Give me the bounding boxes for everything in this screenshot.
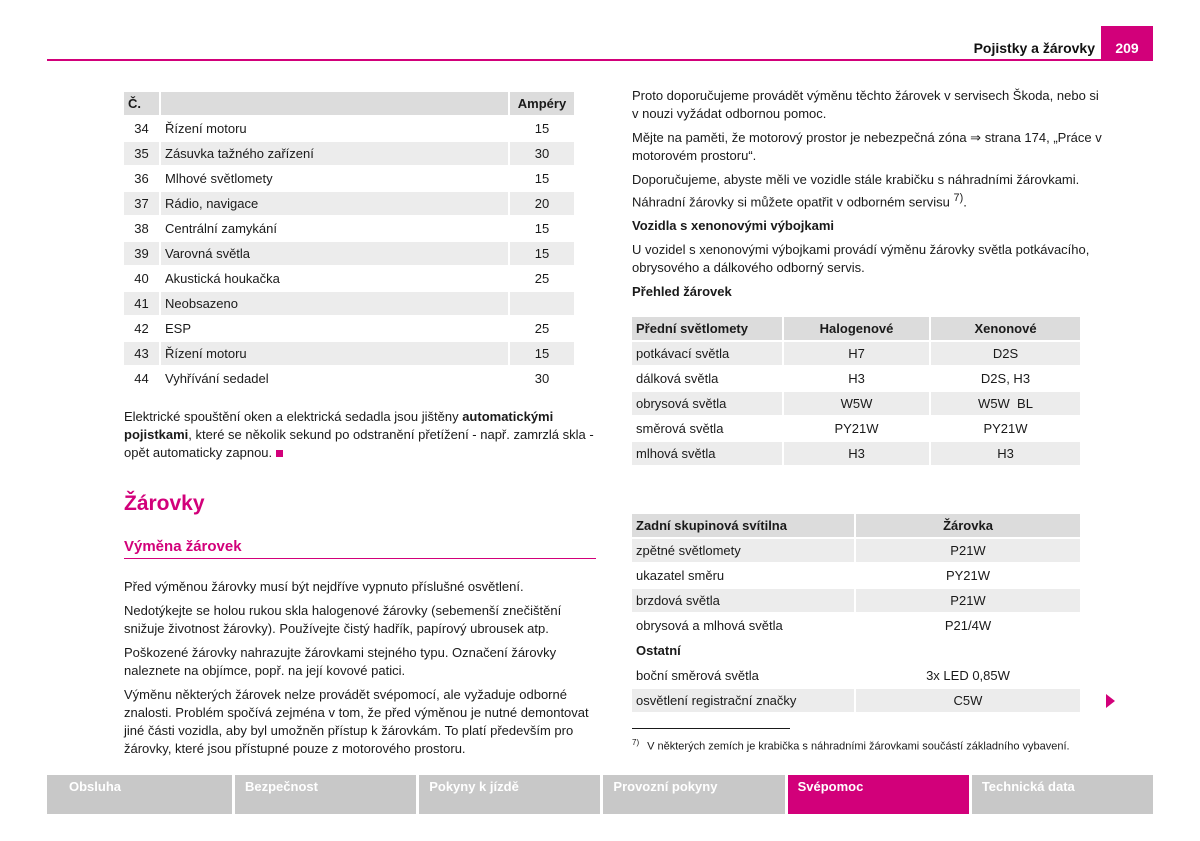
subtitle-underline: [124, 558, 596, 559]
paragraph: [632, 171, 1102, 211]
fuse-number: 36: [124, 167, 159, 190]
paragraph: Poškozené žárovky nahrazujte žárovkami stejného typu. Označení žárovky naleznete na objímce, popř. na její kovové patici.: [124, 645, 557, 678]
fuse-name: Varovná světla: [161, 242, 508, 265]
other-heading: Ostatní: [632, 639, 854, 662]
bulb-type: P21W: [856, 589, 1080, 612]
text-fragment: , které se několik sekund po odstranění přetížení - např. zamrzlá skla - opět automaticky zapnou.: [124, 427, 594, 460]
fuse-col-amperes: Ampéry: [510, 92, 574, 115]
table-row: [632, 689, 1080, 712]
table-row: [124, 342, 574, 365]
light-name: zpětné světlomety: [632, 539, 854, 562]
next-page-arrow-icon: [1106, 694, 1115, 708]
text-fragment: Doporučujeme, abyste měli ve vozidle stále krabičku s náhradními žárovkami. Náhradní žárovky si můžete opatřit v odborném servisu: [632, 172, 1080, 210]
paragraph: Výměnu některých žárovek nelze provádět svépomocí, ale vyžaduje odborné znalosti. Problém spočívá zejména v tom, že před výměnou je nutné demontovat jiné části vozidla, aby byl umožněn přístup k žárovkám. To platí především pro žárovky, které jsou přístupné pouze z motorového prostoru.: [124, 687, 589, 756]
fuse-name: Centrální zamykání: [161, 217, 508, 240]
fuse-table: [122, 90, 576, 392]
other-section-row: [632, 639, 1080, 662]
light-name: osvětlení registrační značky: [632, 689, 854, 712]
footnote-mark: 7): [632, 738, 640, 747]
table-row: [632, 367, 1080, 390]
fuse-amperes: 25: [510, 267, 574, 290]
front-col-xenon: Xenonové: [931, 317, 1080, 340]
fuse-name: Řízení motoru: [161, 342, 508, 365]
rear-col-light: Zadní skupinová svítilna: [632, 514, 854, 537]
fuse-name: Vyhřívání sedadel: [161, 367, 508, 390]
rear-col-bulb: Žárovka: [856, 514, 1080, 537]
light-name: ukazatel směru: [632, 564, 854, 587]
bulb-type: C5W: [856, 689, 1080, 712]
bulb-replacement-text: [124, 578, 596, 764]
fuse-amperes: 20: [510, 192, 574, 215]
light-name: směrová světla: [632, 417, 782, 440]
xenon-bulb: PY21W: [931, 417, 1080, 440]
fuse-name: Neobsazeno: [161, 292, 508, 315]
fuse-number: 35: [124, 142, 159, 165]
paragraph: Nedotýkejte se holou rukou skla halogenové žárovky (sebemenší znečištění snižuje životnost žárovky). Používejte čistý hadřík, papírový ubrousek atp.: [124, 603, 562, 636]
paragraph: Před výměnou žárovky musí být nejdříve vypnuto příslušné osvětlení.: [124, 579, 524, 594]
fuse-col-name: [161, 92, 508, 115]
text-fragment: .: [963, 194, 967, 210]
fuse-amperes: 30: [510, 367, 574, 390]
bulb-overview-heading: Přehled žárovek: [632, 284, 732, 300]
fuse-name: Rádio, navigace: [161, 192, 508, 215]
page-header-title: Pojistky a žárovky: [973, 40, 1095, 56]
nav-tab-bezpecnost[interactable]: Bezpečnost: [235, 775, 416, 814]
text-fragment: Elektrické spouštění oken a elektrická sedadla jsou jištěny: [124, 409, 463, 424]
chapter-navigation: [47, 775, 1153, 814]
bold-text: automatickými pojistkami: [124, 409, 554, 442]
fuse-number: 34: [124, 117, 159, 140]
bulb-type: P21/4W: [856, 614, 1080, 637]
footnote: [632, 738, 1070, 753]
fuse-number: 44: [124, 367, 159, 390]
table-row: [124, 292, 574, 315]
paragraph: Proto doporučujeme provádět výměnu těchto žárovek v servisech Škoda, nebo si v nouzi vyžádat odbornou pomoc.: [632, 88, 1099, 121]
fuse-name: Akustická houkačka: [161, 267, 508, 290]
halogen-bulb: H3: [784, 367, 929, 390]
fuse-amperes: 15: [510, 117, 574, 140]
table-row: [632, 564, 1080, 587]
section-subtitle: Výměna žárovek: [124, 538, 242, 555]
automatic-fuses-paragraph: [124, 408, 596, 462]
light-name: obrysová světla: [632, 392, 782, 415]
empty-cell: [856, 639, 1080, 662]
fuse-number: 37: [124, 192, 159, 215]
table-row: [632, 342, 1080, 365]
nav-tab-obsluha[interactable]: Obsluha: [47, 775, 232, 814]
end-of-section-square-icon: [276, 450, 283, 457]
table-row: [124, 217, 574, 240]
fuse-name: Zásuvka tažného zařízení: [161, 142, 508, 165]
light-name: dálková světla: [632, 367, 782, 390]
fuse-number: 39: [124, 242, 159, 265]
table-row: [632, 392, 1080, 415]
fuse-number: 40: [124, 267, 159, 290]
table-row: [632, 442, 1080, 465]
front-headlights-table: [630, 315, 1082, 467]
fuse-amperes: [510, 292, 574, 315]
fuse-number: 42: [124, 317, 159, 340]
table-row: [632, 417, 1080, 440]
table-row: [124, 367, 574, 390]
front-col-light: Přední světlomety: [632, 317, 782, 340]
nav-tab-provozni-pokyny[interactable]: Provozní pokyny: [603, 775, 784, 814]
fuse-amperes: 30: [510, 142, 574, 165]
fuse-table-header: [124, 92, 574, 115]
fuse-number: 38: [124, 217, 159, 240]
fuse-amperes: 25: [510, 317, 574, 340]
halogen-bulb: W5W: [784, 392, 929, 415]
rear-table-header: [632, 514, 1080, 537]
bulb-type: PY21W: [856, 564, 1080, 587]
fuse-amperes: 15: [510, 342, 574, 365]
table-row: [124, 117, 574, 140]
light-name: potkávací světla: [632, 342, 782, 365]
table-row: [124, 142, 574, 165]
right-column-text: [632, 87, 1102, 307]
section-title: Žárovky: [124, 492, 205, 515]
xenon-bulb: H3: [931, 442, 1080, 465]
fuse-name: Mlhové světlomety: [161, 167, 508, 190]
fuse-name: ESP: [161, 317, 508, 340]
light-name: brzdová světla: [632, 589, 854, 612]
footnote-divider: [632, 728, 790, 729]
bulb-type: 3x LED 0,85W: [856, 664, 1080, 687]
light-name: obrysová a mlhová světla: [632, 614, 854, 637]
paragraph: U vozidel s xenonovými výbojkami provádí výměnu žárovky světla potkávacího, obrysového a dálkového odborný servis.: [632, 242, 1090, 276]
xenon-bulb: D2S, H3: [931, 367, 1080, 390]
rear-lights-table: [630, 512, 1082, 714]
fuse-amperes: 15: [510, 217, 574, 240]
table-row: [124, 192, 574, 215]
xenon-bulb: D2S: [931, 342, 1080, 365]
paragraph: Mějte na paměti, že motorový prostor je nebezpečná zóna ⇒ strana 174, „Práce v motorovém prostoru“.: [632, 130, 1102, 163]
nav-tab-pokyny-k-jizde[interactable]: Pokyny k jízdě: [419, 775, 600, 814]
front-table-header: [632, 317, 1080, 340]
table-row: [124, 242, 574, 265]
page-number: 209: [1101, 26, 1153, 60]
halogen-bulb: PY21W: [784, 417, 929, 440]
header-divider: [47, 59, 1153, 61]
fuse-number: 41: [124, 292, 159, 315]
table-row: [124, 267, 574, 290]
xenon-bulb: W5W BL: [931, 392, 1080, 415]
table-row: [632, 614, 1080, 637]
fuse-name: Řízení motoru: [161, 117, 508, 140]
fuse-amperes: 15: [510, 242, 574, 265]
table-row: [632, 539, 1080, 562]
table-row: [632, 589, 1080, 612]
fuse-number: 43: [124, 342, 159, 365]
footnote-text: V některých zemích je krabička s náhradními žárovkami součástí základního vybavení.: [647, 740, 1070, 753]
halogen-bulb: H3: [784, 442, 929, 465]
fuse-col-number: Č.: [124, 92, 159, 115]
halogen-bulb: H7: [784, 342, 929, 365]
front-col-halogen: Halogenové: [784, 317, 929, 340]
bulb-type: P21W: [856, 539, 1080, 562]
light-name: boční směrová světla: [632, 664, 854, 687]
nav-tab-svepomoc[interactable]: Svépomoc: [788, 775, 969, 814]
fuse-amperes: 15: [510, 167, 574, 190]
table-row: [124, 167, 574, 190]
nav-tab-technicka-data[interactable]: Technická data: [972, 775, 1153, 814]
xenon-heading: Vozidla s xenonovými výbojkami: [632, 218, 835, 234]
light-name: mlhová světla: [632, 442, 782, 465]
footnote-reference: 7): [953, 192, 964, 204]
table-row: [632, 664, 1080, 687]
table-row: [124, 317, 574, 340]
